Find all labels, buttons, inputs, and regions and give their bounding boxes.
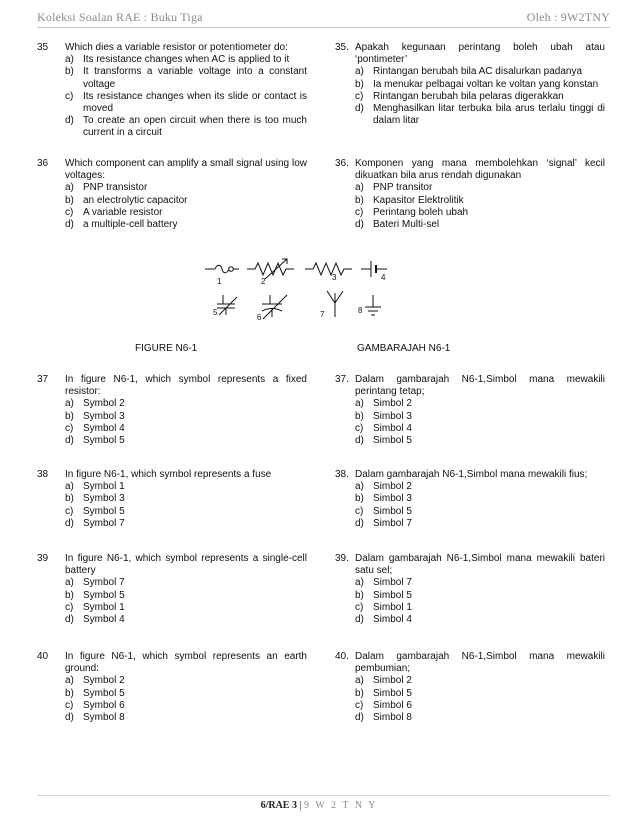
option-text: an electrolytic capacitor bbox=[83, 194, 188, 206]
footer: 6/RAE 3 | 9 W 2 T N Y bbox=[260, 800, 378, 811]
answer-option bbox=[65, 614, 307, 626]
option-letter: b) bbox=[65, 66, 74, 78]
answer-option bbox=[65, 590, 307, 602]
question-body bbox=[65, 553, 307, 626]
question-text: Which component can amplify a small signal using low voltages: bbox=[65, 158, 307, 182]
option-text: Simbol 1 bbox=[373, 601, 412, 613]
option-text: Symbol 3 bbox=[83, 493, 125, 505]
option-text: Symbol 7 bbox=[83, 517, 125, 529]
question-body bbox=[355, 42, 605, 127]
option-text: Symbol 5 bbox=[83, 589, 125, 601]
option-text: Symbol 6 bbox=[83, 699, 125, 711]
option-text: Symbol 7 bbox=[83, 577, 125, 589]
option-text: Simbol 5 bbox=[373, 589, 412, 601]
option-text: Simbol 7 bbox=[373, 517, 412, 529]
option-letter: a) bbox=[65, 577, 74, 589]
option-text: Perintang boleh ubah bbox=[373, 206, 469, 218]
symbol-label-8: 8 bbox=[358, 306, 363, 315]
option-text: Menghasilkan litar terbuka bila arus terlalu tinggi di dalam litar bbox=[373, 103, 605, 127]
answer-option bbox=[355, 481, 605, 493]
symbol-label-3: 3 bbox=[332, 273, 337, 282]
option-text: Simbol 3 bbox=[373, 493, 412, 505]
option-letter: d) bbox=[355, 614, 364, 626]
answer-option bbox=[355, 518, 605, 530]
option-letter: c) bbox=[355, 699, 364, 711]
question-number: 40 bbox=[37, 651, 49, 662]
answer-option bbox=[355, 91, 605, 103]
option-letter: b) bbox=[65, 589, 74, 601]
answer-option bbox=[65, 115, 307, 139]
answer-option bbox=[355, 195, 605, 207]
option-text: Simbol 8 bbox=[373, 712, 412, 724]
symbol-label-2: 2 bbox=[261, 277, 266, 286]
option-letter: c) bbox=[355, 90, 364, 102]
question-number: 39. bbox=[335, 553, 349, 564]
option-text: Simbol 5 bbox=[373, 505, 412, 517]
option-text: Simbol 6 bbox=[373, 699, 412, 711]
answer-option bbox=[355, 435, 605, 447]
footer-separator: | bbox=[299, 800, 302, 811]
question-number: 38. bbox=[335, 469, 349, 480]
question-text: Komponen yang mana membolehkan ‘signal’ kecil dikuatkan bila arus rendah digunakan bbox=[355, 158, 605, 182]
option-text: Ia menukar pelbagai voltan ke voltan yang konstan bbox=[373, 78, 599, 90]
question-text: In figure N6-1, which symbol represents a fuse bbox=[65, 469, 272, 480]
symbol-label-5: 5 bbox=[213, 308, 218, 317]
question-body bbox=[355, 651, 605, 724]
option-letter: b) bbox=[355, 410, 364, 422]
option-letter: c) bbox=[65, 206, 74, 218]
answer-option bbox=[65, 411, 307, 423]
header-divider bbox=[37, 27, 610, 28]
option-text: Symbol 5 bbox=[83, 505, 125, 517]
answer-option bbox=[65, 195, 307, 207]
answer-option bbox=[65, 518, 307, 530]
option-letter: a) bbox=[355, 675, 364, 687]
option-text: Kapasitor Elektrolitik bbox=[373, 194, 464, 206]
option-letter: d) bbox=[355, 103, 364, 115]
answer-option bbox=[65, 493, 307, 505]
option-letter: d) bbox=[65, 219, 74, 231]
answer-option bbox=[355, 207, 605, 219]
question-number: 36. bbox=[335, 158, 349, 169]
answer-option bbox=[355, 614, 605, 626]
answer-option bbox=[355, 700, 605, 712]
figure-caption-en: FIGURE N6-1 bbox=[135, 343, 198, 354]
question-text: Dalam gambarajah N6-1,Simbol mana mewakili perintang tetap; bbox=[355, 374, 605, 398]
option-letter: d) bbox=[65, 517, 74, 529]
option-letter: b) bbox=[355, 194, 364, 206]
option-text: a multiple-cell battery bbox=[83, 219, 178, 231]
header-title: Koleksi Soalan RAE : Buku Tiga bbox=[37, 10, 203, 24]
question-text: Dalam gambarajah N6-1,Simbol mana mewakili fius; bbox=[355, 469, 588, 480]
option-letter: c) bbox=[65, 90, 74, 102]
answer-option bbox=[65, 577, 307, 589]
answer-option bbox=[65, 712, 307, 724]
option-letter: a) bbox=[65, 54, 74, 66]
symbol-1-fuse bbox=[205, 265, 239, 273]
answer-option bbox=[355, 79, 605, 91]
option-text: Simbol 5 bbox=[373, 687, 412, 699]
option-letter: d) bbox=[65, 614, 74, 626]
option-text: Symbol 5 bbox=[83, 687, 125, 699]
symbol-7-antenna bbox=[327, 291, 343, 317]
symbol-3-fixed-resistor bbox=[305, 263, 352, 275]
header-author: Oleh : 9W2TNY bbox=[526, 10, 610, 24]
answer-option bbox=[355, 712, 605, 724]
question-body bbox=[65, 158, 307, 231]
question-text: Dalam gambarajah N6-1,Simbol mana mewakili bateri satu sel; bbox=[355, 553, 605, 577]
option-letter: c) bbox=[355, 601, 364, 613]
option-letter: d) bbox=[355, 517, 364, 529]
option-letter: d) bbox=[65, 712, 74, 724]
answer-option bbox=[355, 411, 605, 423]
option-text: Symbol 2 bbox=[83, 675, 125, 687]
option-text: Bateri Multi-sel bbox=[373, 219, 440, 231]
answer-option bbox=[355, 602, 605, 614]
answer-option bbox=[65, 182, 307, 194]
option-text: A variable resistor bbox=[83, 206, 163, 218]
option-letter: c) bbox=[355, 505, 364, 517]
footer-doc: RAE 3 bbox=[268, 800, 297, 811]
footer-page-number: 6 bbox=[260, 800, 266, 811]
option-letter: b) bbox=[65, 687, 74, 699]
answer-option bbox=[355, 493, 605, 505]
option-text: Symbol 4 bbox=[83, 422, 125, 434]
question-body bbox=[65, 374, 307, 447]
option-text: Simbol 2 bbox=[373, 398, 412, 410]
option-letter: a) bbox=[355, 398, 364, 410]
option-text: PNP transitor bbox=[373, 182, 433, 194]
symbol-6-variable-capacitor bbox=[262, 295, 287, 319]
option-letter: b) bbox=[355, 589, 364, 601]
option-text: Rintangan berubah bila pelaras digerakkan bbox=[373, 90, 564, 102]
question-text: In figure N6-1, which symbol represents an earth ground: bbox=[65, 651, 307, 675]
option-letter: a) bbox=[65, 481, 74, 493]
symbol-label-7: 7 bbox=[320, 310, 325, 319]
footer-author: 9 W 2 T N Y bbox=[304, 800, 378, 811]
figure-caption-my: GAMBARAJAH N6-1 bbox=[357, 343, 451, 354]
option-letter: d) bbox=[355, 435, 364, 447]
question-body bbox=[65, 651, 307, 724]
option-text: Simbol 4 bbox=[373, 614, 412, 626]
question-text: Apakah kegunaan perintang boleh ubah atau ‘pontimeter’ bbox=[355, 42, 605, 66]
answer-option bbox=[65, 700, 307, 712]
option-text: Rintangan berubah bila AC disalurkan padanya bbox=[373, 66, 583, 78]
option-letter: c) bbox=[65, 422, 74, 434]
footer-divider bbox=[37, 795, 610, 796]
option-letter: a) bbox=[65, 675, 74, 687]
answer-option bbox=[65, 602, 307, 614]
option-text: Simbol 3 bbox=[373, 410, 412, 422]
question-number: 35. bbox=[335, 42, 349, 53]
answer-option bbox=[355, 219, 605, 231]
symbol-label-6: 6 bbox=[257, 313, 262, 322]
option-text: Simbol 7 bbox=[373, 577, 412, 589]
answer-option bbox=[65, 675, 307, 687]
question-text: Dalam gambarajah N6-1,Simbol mana mewakili pembumian; bbox=[355, 651, 605, 675]
option-text: Symbol 1 bbox=[83, 481, 125, 493]
option-letter: c) bbox=[355, 206, 364, 218]
question-body bbox=[355, 374, 605, 447]
question-number: 38 bbox=[37, 469, 49, 480]
option-letter: c) bbox=[65, 601, 74, 613]
option-letter: d) bbox=[65, 435, 74, 447]
figure-n6-1 bbox=[195, 255, 405, 323]
answer-option bbox=[65, 54, 307, 66]
question-text: Which dies a variable resistor or potentiometer do: bbox=[65, 42, 288, 53]
answer-option bbox=[65, 66, 307, 90]
option-text: Symbol 5 bbox=[83, 435, 125, 447]
option-text: Its resistance changes when its slide or contact is moved bbox=[83, 90, 307, 115]
symbol-label-4: 4 bbox=[381, 273, 386, 282]
answer-option bbox=[65, 688, 307, 700]
answer-option bbox=[65, 481, 307, 493]
option-text: To create an open circuit when there is too much current in a circuit bbox=[83, 115, 307, 139]
option-text: PNP transistor bbox=[83, 182, 148, 194]
option-letter: a) bbox=[355, 66, 364, 78]
option-letter: c) bbox=[65, 505, 74, 517]
answer-option bbox=[65, 91, 307, 115]
answer-option bbox=[65, 423, 307, 435]
option-letter: a) bbox=[355, 481, 364, 493]
option-letter: b) bbox=[65, 194, 74, 206]
answer-option bbox=[355, 675, 605, 687]
option-text: Symbol 4 bbox=[83, 614, 125, 626]
symbol-5-capacitor bbox=[217, 295, 237, 315]
question-text: In figure N6-1, which symbol represents a fixed resistor: bbox=[65, 374, 307, 398]
option-text: Simbol 2 bbox=[373, 675, 412, 687]
answer-option bbox=[355, 506, 605, 518]
option-letter: b) bbox=[355, 78, 364, 90]
question-number: 39 bbox=[37, 553, 49, 564]
option-letter: a) bbox=[65, 398, 74, 410]
option-letter: a) bbox=[355, 577, 364, 589]
question-number: 37 bbox=[37, 374, 49, 385]
option-letter: c) bbox=[355, 422, 364, 434]
answer-option bbox=[355, 590, 605, 602]
option-text: Simbol 2 bbox=[373, 481, 412, 493]
answer-option bbox=[65, 506, 307, 518]
answer-option bbox=[355, 688, 605, 700]
option-letter: b) bbox=[65, 410, 74, 422]
question-body bbox=[355, 553, 605, 626]
option-letter: a) bbox=[65, 182, 74, 194]
option-letter: d) bbox=[355, 712, 364, 724]
answer-option bbox=[355, 423, 605, 435]
question-body bbox=[65, 469, 307, 530]
answer-option bbox=[65, 207, 307, 219]
question-body bbox=[355, 469, 605, 530]
answer-option bbox=[355, 398, 605, 410]
option-text: Simbol 4 bbox=[373, 422, 412, 434]
answer-option bbox=[355, 103, 605, 127]
option-letter: b) bbox=[65, 493, 74, 505]
question-text: In figure N6-1, which symbol represents a single-cell battery bbox=[65, 553, 307, 577]
question-body bbox=[65, 42, 307, 140]
question-number: 37. bbox=[335, 374, 349, 385]
option-letter: d) bbox=[355, 219, 364, 231]
option-text: It transforms a variable voltage into a constant voltage bbox=[83, 66, 307, 90]
option-letter: b) bbox=[355, 687, 364, 699]
question-number: 35 bbox=[37, 42, 49, 53]
symbol-8-earth-ground bbox=[365, 295, 381, 315]
option-text: Its resistance changes when AC is applied to it bbox=[83, 54, 290, 66]
option-text: Symbol 2 bbox=[83, 398, 125, 410]
option-letter: a) bbox=[355, 182, 364, 194]
symbol-2-variable-resistor bbox=[247, 259, 294, 279]
option-letter: b) bbox=[355, 493, 364, 505]
answer-option bbox=[355, 577, 605, 589]
option-letter: c) bbox=[65, 699, 74, 711]
question-body bbox=[355, 158, 605, 231]
option-text: Symbol 3 bbox=[83, 410, 125, 422]
question-number: 40. bbox=[335, 651, 349, 662]
question-number: 36 bbox=[37, 158, 49, 169]
answer-option bbox=[355, 182, 605, 194]
option-letter: d) bbox=[65, 115, 74, 127]
option-text: Simbol 5 bbox=[373, 435, 412, 447]
answer-option bbox=[65, 435, 307, 447]
answer-option bbox=[65, 398, 307, 410]
answer-option bbox=[355, 66, 605, 78]
symbol-label-1: 1 bbox=[217, 277, 222, 286]
option-text: Symbol 8 bbox=[83, 712, 125, 724]
option-text: Symbol 1 bbox=[83, 601, 125, 613]
answer-option bbox=[65, 219, 307, 231]
